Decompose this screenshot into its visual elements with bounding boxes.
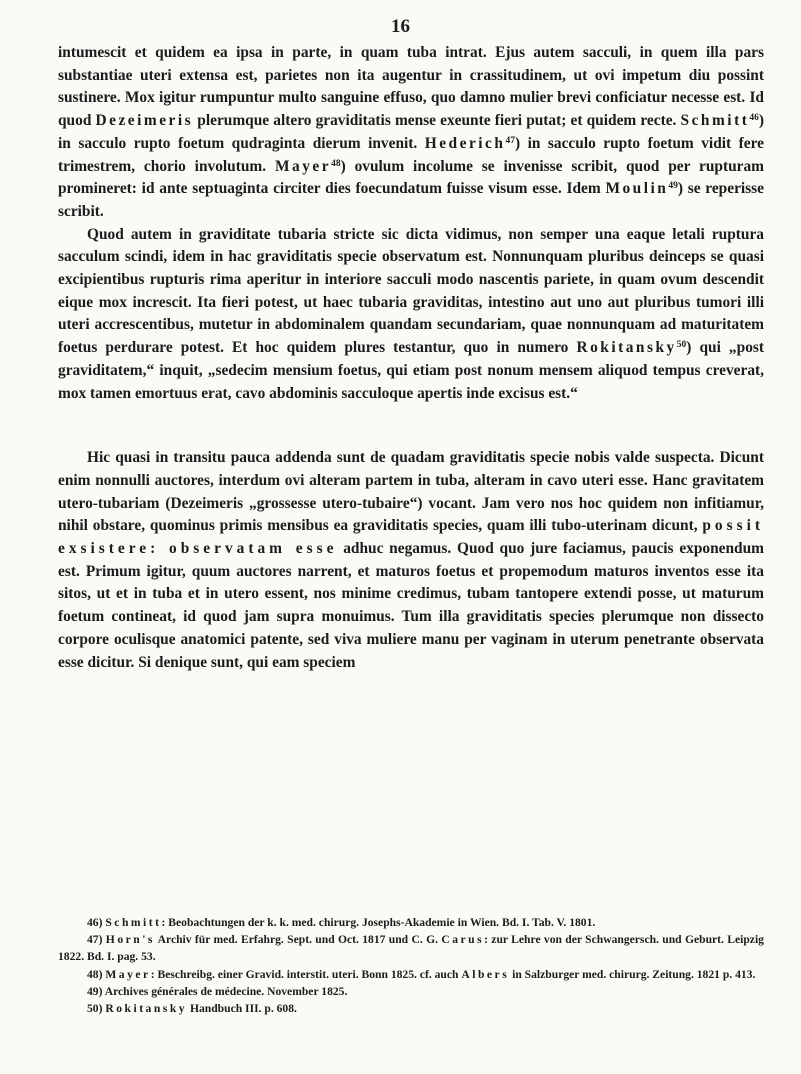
text-run: plerumque altero graviditatis mense exeunte fieri putat; et quidem recte. [193,112,681,130]
text-run: : Beobachtungen der k. k. med. chirurg. Josephs-Akademie in Wien. Bd. I. Tab. V. 1801. [161,916,596,929]
text-run: ) in sacculo rupto foetum vidit fere trimestrem, chorio involutum. [58,134,764,175]
text-run: ) se reperisse scribit. [58,180,764,220]
spaced-name: Mayer [105,967,151,981]
text-run: Hic quasi in transitu pauca addenda sunt de quadam graviditatis specie nobis valde suspecta. Dicunt enim nonnulli auctores, interdum ovi alteram partem in tuba, alteram in cavo uteri esse. Hanc gravitatem utero-tubariam (Dezeimeris „grossesse utero-tubaire“) vocant. Jam vero nos hoc quidem non infitiamur, nihil obstare, quominus primis mensibus ea graviditatis species, quam illi tubo-uterinam dicunt, [58,449,764,535]
footnote-ref: 48 [331,158,341,169]
page-number: 16 [391,16,410,37]
text-run: ) in sacculo rupto foetum qudraginta dierum invenit. [58,112,764,152]
section-gap [58,405,764,447]
spaced-name: Rokitansky [105,1002,188,1016]
paragraph [58,447,764,674]
footnote [58,983,764,1000]
text-run: ) ovulum incolume se invenisse scribit, quod per rupturam promineret: id ante septuaginta circiter dies foecundatum fuisse visum esse. Idem [58,157,764,198]
text-run: 46) [87,916,106,929]
spaced-name: Hederich [424,134,506,152]
spaced-name: Carus [441,933,485,947]
spaced-name: Dezeimeris [95,112,194,130]
footnote [58,1000,764,1017]
text-run: 50) [87,1002,106,1016]
paragraph [58,42,764,224]
text-run: ) qui „post graviditatem,“ inquit, „sedecim mensium foetus, qui etiam post nonum mensem aliquod tempus creverat, mox tamen emortuus erat, cavo abdominis sacculoque apertis inde excisus est.“ [58,339,765,402]
text-run: intumescit et quidem ea ipsa in parte, in quam tuba intrat. Ejus autem sacculi, in quem illa pars substantiae uteri extensa est, parietes non ita augentur in crassitudinem, ut ovi impetum diu possint sustinere. Mox igitur rumpuntur multo sanguine effuso, quo damno mulier brevi conficiatur necesse est. Id quod [58,44,764,130]
spaced-name: Rokitansky [576,339,677,357]
text-run: Handbuch III. p. 608. [187,1002,297,1016]
text-run: 49) Archives générales de médecine. November 1825. [87,984,348,998]
spaced-name: Mayer [274,157,332,175]
spaced-name: Schmitt [680,112,750,130]
footnote-ref: 50 [676,340,687,351]
footnote-ref: 47 [505,135,515,146]
footnote-ref: 49 [668,181,678,192]
spaced-name: Albers [461,967,510,981]
spaced-name: Moulin [605,180,669,198]
footnote [58,966,764,983]
text-run: adhuc negamus. Quod quo jure faciamus, paucis exponendum est. Primum igitur, quum auctores narrent, et maturos foetus et propemodum maturos inventos esse ita sitos, ut et in tuba et in utero essent, nos minime credimus, tubam tantopere extendi posse, ut maturum foetum contineat, id quod jam supra monuimus. Tum illa graviditatis species plerumque non dissecto corpore oculisque anatomici patente, sed viva muliere manu per vaginam in uterum penetrante observata esse dicitur. Si denique sunt, qui eam speciem [58,540,764,671]
text-run: in Salzburger med. chirurg. Zeitung. 1821 p. 413. [509,967,756,981]
footnote-ref: 46 [749,113,759,124]
footnote [58,914,764,931]
footnote [58,931,764,965]
spaced-name: Horn's [105,933,155,947]
spaced-name: Schmitt [105,916,162,929]
text-run: 48) [87,967,106,981]
paragraph [58,224,764,406]
text-run: 47) [87,933,106,947]
footnotes [58,914,764,1017]
text-run: Archiv für med. Erfahrg. Sept. und Oct. 1817 und C. G. [154,933,442,947]
text-run: Quod autem in graviditate tubaria stricte sic dicta vidimus, non semper una eaque letali ruptura sacculum scindi, idem in hac graviditatis specie observatum est. Nonnunquam pluribus deinceps se quasi excipientibus rupturis rima aperitur in interiore sacculi modo nascentis pariete, in quam ovum descendit eique mox increscit. Ita fieri potest, ut haec tubaria graviditas, intestino aut uno aut pluribus tumori illi uteri accrescentibus, mutetur in abdominalem quandam secundariam, quae nonnunquam ad maturitatem foetus perdurare potest. Et hoc quidem plures testantur, quo in numero [58,225,764,357]
body-text [58,42,764,674]
spaced-name: possit exsistere: observatam esse [58,517,764,558]
text-run: : Beschreibg. einer Gravid. interstit. uteri. Bonn 1825. cf. auch [150,967,462,981]
text-run: : zur Lehre von der Schwangersch. und Geburt. Leipzig 1822. Bd. I. pag. 53. [58,933,764,964]
